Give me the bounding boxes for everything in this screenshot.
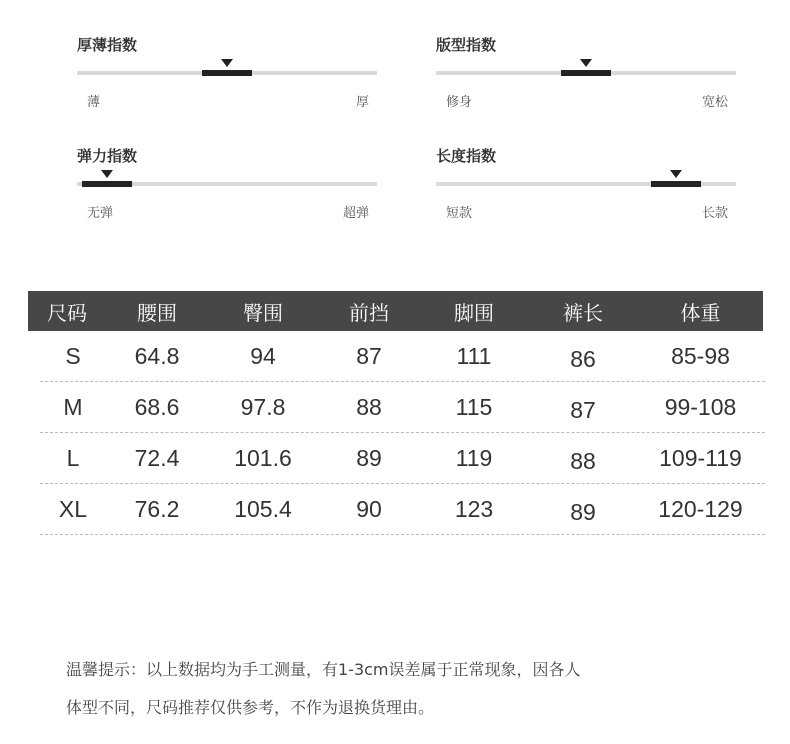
column-header-hip: 臀围 (243, 300, 283, 325)
gauge-title: 弹力指数 (77, 147, 138, 165)
gauge-max-label: 长款 (701, 206, 728, 221)
table-cell: 90 (356, 495, 382, 522)
table-cell: 120-129 (658, 495, 743, 522)
table-cell: 87 (356, 342, 382, 369)
fit-gauge (436, 34, 736, 124)
table-cell: 88 (356, 393, 382, 420)
gauge-min-label: 短款 (446, 206, 473, 221)
table-cell: 68.6 (134, 393, 180, 420)
table-cell: 76.2 (134, 495, 180, 522)
gauge-pointer-icon (670, 170, 682, 178)
table-cell: 99-108 (664, 393, 737, 420)
gauge-fill (202, 70, 252, 76)
table-cell: 89 (356, 444, 382, 471)
table-cell: 111 (456, 342, 492, 369)
gauge-fill (82, 181, 132, 187)
table-row (40, 331, 765, 382)
column-header-weight: 体重 (680, 300, 721, 325)
table-cell: XL (58, 495, 88, 522)
gauge-min-label: 薄 (87, 95, 101, 110)
table-cell: 89 (570, 498, 596, 525)
gauge-min-label: 无弹 (87, 206, 114, 221)
gauge-pointer-icon (580, 59, 592, 67)
thickness-gauge (77, 34, 377, 124)
table-cell: S (65, 342, 81, 369)
table-row (40, 433, 765, 484)
table-cell: 88 (570, 447, 596, 474)
gauge-pointer-icon (221, 59, 233, 67)
table-cell: M (63, 393, 83, 420)
table-cell: 86 (570, 345, 596, 372)
table-cell: 119 (455, 444, 493, 471)
gauge-max-label: 厚 (355, 95, 369, 110)
note-line: 温馨提示：以上数据均为手工测量，有1-3cm误差属于正常现象，因各人 (66, 660, 581, 679)
column-header-size: 尺码 (47, 300, 87, 325)
table-cell: 115 (455, 393, 493, 420)
table-cell: 105.4 (234, 495, 292, 522)
gauge-title: 版型指数 (436, 36, 497, 54)
table-row (40, 484, 765, 535)
gauge-fill (651, 181, 701, 187)
table-header (28, 291, 763, 331)
measurement-note (66, 651, 766, 727)
gauge-pointer-icon (101, 170, 113, 178)
table-cell: 123 (454, 495, 494, 522)
length-gauge (436, 145, 736, 235)
size-table (28, 291, 763, 535)
column-header-front-rise: 前挡 (349, 300, 389, 325)
gauge-title: 厚薄指数 (77, 36, 138, 54)
gauge-max-label: 超弹 (342, 206, 369, 221)
table-row (40, 382, 765, 433)
table-cell: 64.8 (134, 342, 180, 369)
column-header-leg-opening: 脚围 (454, 300, 494, 325)
gauge-title: 长度指数 (436, 147, 497, 165)
elasticity-gauge (77, 145, 377, 235)
table-cell: 72.4 (134, 444, 180, 471)
gauge-min-label: 修身 (446, 95, 473, 110)
table-cell: 101.6 (234, 444, 292, 471)
column-header-length: 裤长 (563, 300, 603, 325)
table-cell: 109-119 (659, 444, 742, 471)
table-cell: L (66, 444, 80, 471)
gauge-max-label: 宽松 (701, 95, 728, 110)
table-cell: 97.8 (240, 393, 286, 420)
table-cell: 87 (570, 396, 596, 423)
column-header-waist: 腰围 (137, 300, 177, 325)
gauge-fill (561, 70, 611, 76)
note-line: 体型不同，尺码推荐仅供参考，不作为退换货理由。 (66, 698, 435, 717)
table-cell: 85-98 (671, 342, 730, 369)
table-cell: 94 (250, 342, 276, 369)
